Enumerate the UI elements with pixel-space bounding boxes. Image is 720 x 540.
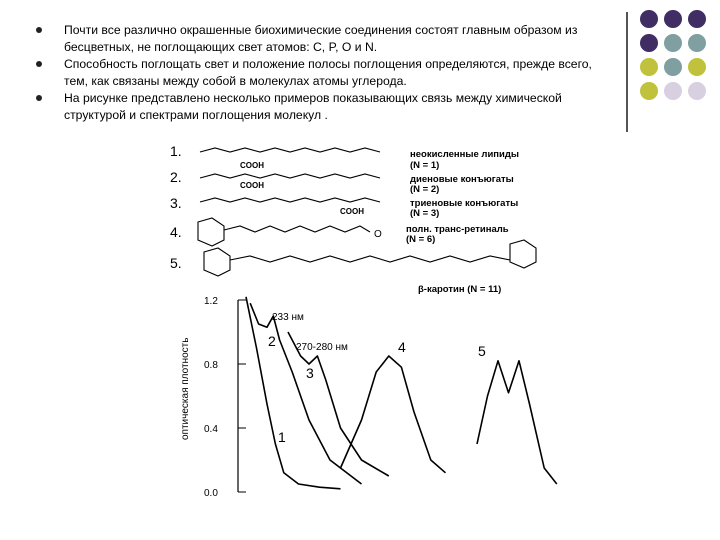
decor-dot xyxy=(664,34,682,52)
spectrum-curve-1 xyxy=(246,297,341,489)
structure-group: COOH xyxy=(340,207,364,216)
bullet-dot-icon xyxy=(36,61,42,67)
structure-number: 2. xyxy=(170,169,182,185)
structure-number: 5. xyxy=(170,255,182,271)
bullet-list xyxy=(36,22,596,124)
y-tick-label: 0.0 xyxy=(204,488,218,499)
spectrum-curves xyxy=(246,297,557,489)
structure-chain xyxy=(200,148,380,152)
decor-dot xyxy=(664,82,682,100)
structure-number: 1. xyxy=(170,143,182,159)
structure-group: COOH xyxy=(240,161,264,170)
structure-label-n: (N = 6) xyxy=(406,234,436,245)
structure-label: диеновые конъюгаты xyxy=(410,174,514,185)
curve-label-3: 3 xyxy=(306,365,314,381)
structure-label-n: (N = 2) xyxy=(410,184,440,195)
annotation-233: 233 нм xyxy=(272,312,304,323)
decor-dot xyxy=(640,82,658,100)
decor-dot xyxy=(688,82,706,100)
bullet-text: Почти все различно окрашенные биохимические соединения состоят главным образом из бесцветных, не поглощающих свет атомов: C, P, O и N. xyxy=(64,23,578,54)
ring-icon xyxy=(198,218,224,246)
structure-number: 4. xyxy=(170,224,182,240)
decor-dot xyxy=(640,58,658,76)
decor-dot xyxy=(640,10,658,28)
y-tick-label: 1.2 xyxy=(204,296,218,307)
structure-label: неокисленные липиды xyxy=(410,149,520,160)
structure-group: COOH xyxy=(240,181,264,190)
structure-label-n: (N = 1) xyxy=(410,160,440,171)
spectrum-curve-4 xyxy=(341,356,446,473)
decor-dot xyxy=(664,58,682,76)
bullet-item xyxy=(36,22,596,56)
decor-dot xyxy=(640,34,658,52)
structure-label: β-каротин (N = 11) xyxy=(418,284,502,295)
figure-svg xyxy=(160,140,580,500)
decorative-dot-grid xyxy=(640,10,720,120)
ring-icon xyxy=(204,248,230,276)
structure-group: O xyxy=(374,229,382,240)
divider-line xyxy=(626,12,628,132)
decor-dot xyxy=(688,10,706,28)
structure-chain xyxy=(200,198,380,202)
structures-and-spectra-figure xyxy=(160,140,580,500)
bullet-text: Способность поглощать свет и положение полосы поглощения определяются, прежде всего, тем, как связаны между собой в молекулах атомы углерода. xyxy=(64,57,592,88)
bullet-text: На рисунке представлено несколько примеров показывающих связь между химической структурой и спектрами поглощения молекул . xyxy=(64,91,562,122)
decor-dot xyxy=(688,58,706,76)
structure-chain xyxy=(200,174,380,178)
bullet-item xyxy=(36,90,596,124)
annotation-270-280: 270-280 нм xyxy=(296,342,348,353)
decor-dot xyxy=(688,34,706,52)
structure-number: 3. xyxy=(170,195,182,211)
ring-icon xyxy=(510,240,536,268)
curve-label-5: 5 xyxy=(478,343,486,359)
spectrum-curve-5 xyxy=(477,361,557,484)
curve-label-4: 4 xyxy=(398,339,406,355)
y-tick-label: 0.4 xyxy=(204,424,218,435)
structure-label-n: (N = 3) xyxy=(410,208,440,219)
bullet-dot-icon xyxy=(36,95,42,101)
curve-label-1: 1 xyxy=(278,429,286,445)
bullet-item xyxy=(36,56,596,90)
structure-label: триеновые конъюгаты xyxy=(410,198,519,209)
bullet-dot-icon xyxy=(36,27,42,33)
curve-label-2: 2 xyxy=(268,333,276,349)
structure-chain xyxy=(224,226,370,232)
y-tick-label: 0.8 xyxy=(204,360,218,371)
decor-dot xyxy=(664,10,682,28)
structure-chain xyxy=(230,256,510,262)
structure-label: полн. транс-ретиналь xyxy=(406,224,509,235)
y-axis-label: оптическая плотность xyxy=(180,337,191,440)
